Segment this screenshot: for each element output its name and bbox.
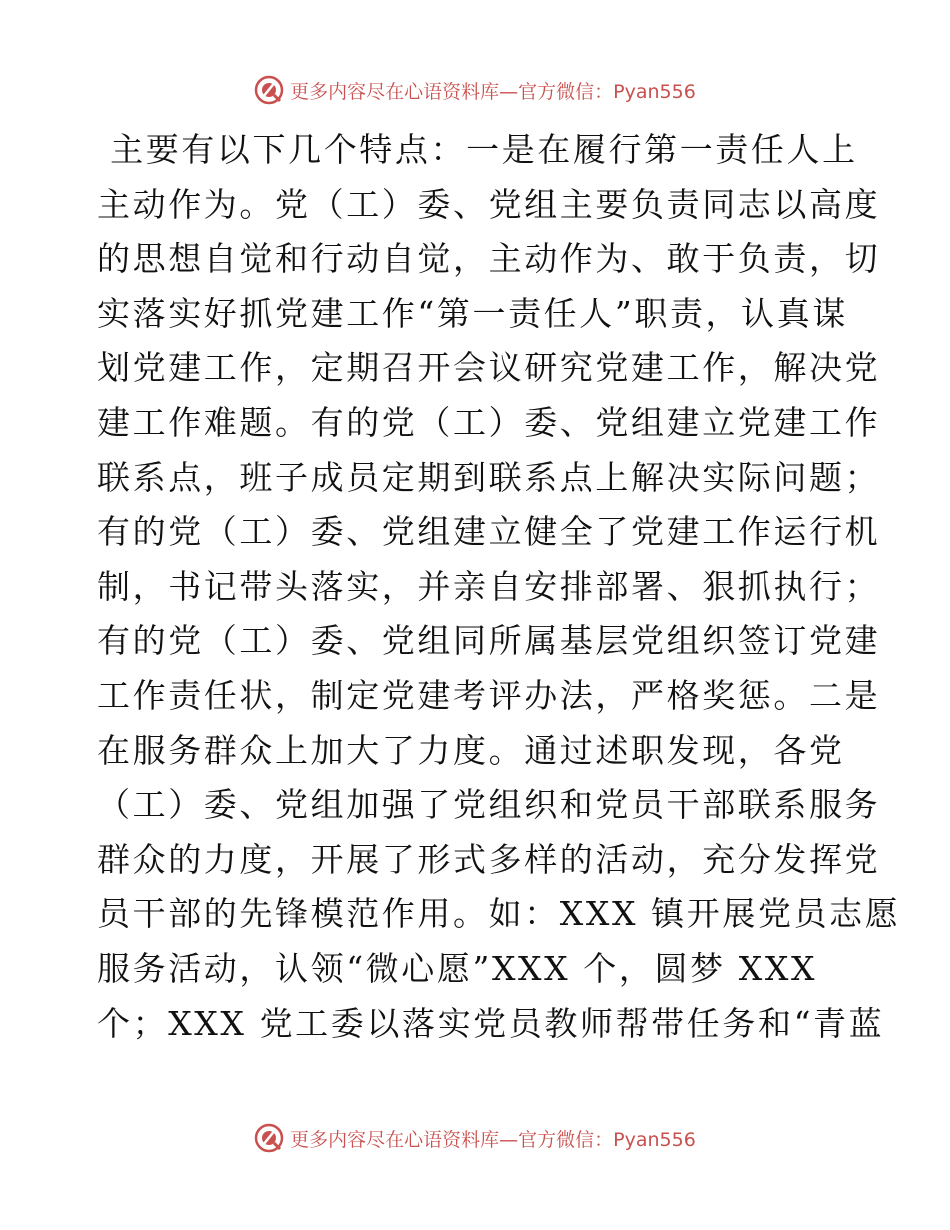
header-banner (0, 70, 950, 110)
body-text-line: 服务活动，认领“微心愿”XXX 个，圆梦 XXX (97, 949, 818, 988)
body-text-line: 划党建工作，定期召开会议研究党建工作，解决党 (97, 348, 881, 388)
body-text-line: 制，书记带头落实，并亲自安排部署、狠抓执行； (97, 566, 881, 606)
banner-text: 更多内容尽在心语资料库—官方微信：Pyan556 (290, 1128, 696, 1151)
body-text-line: 有的党（工）委、党组同所属基层党组织签订党建 (97, 621, 881, 661)
body-text-line: 工作责任状，制定党建考评办法，严格奖惩。二是 (97, 676, 881, 715)
body-text-line: 实落实好抓党建工作“第一责任人”职责，认真谋 (97, 293, 848, 333)
pen-seal-icon (254, 1123, 284, 1153)
footer-banner (0, 1118, 950, 1158)
body-text-line: 员干部的先锋模范作用。如：XXX 镇开展党员志愿 (97, 894, 901, 934)
body-text-line: 主动作为。党（工）委、党组主要负责同志以高度 (97, 184, 881, 224)
body-text-line: 联系点，班子成员定期到联系点上解决实际问题； (97, 457, 881, 497)
body-text-line: 建工作难题。有的党（工）委、党组建立党建工作 (97, 403, 881, 442)
pen-seal-icon (254, 75, 284, 105)
body-text-line: 主要有以下几个特点：一是在履行第一责任人上 (97, 130, 858, 169)
body-text-line: 群众的力度，开展了形式多样的活动，充分发挥党 (97, 839, 881, 879)
banner-text: 更多内容尽在心语资料库—官方微信：Pyan556 (290, 80, 696, 103)
body-text-line: （工）委、党组加强了党组织和党员干部联系服务 (97, 785, 881, 825)
body-text-line: 的思想自觉和行动自觉，主动作为、敢于负责，切 (97, 239, 881, 279)
body-text-line: 个；XXX 党工委以落实党员教师帮带任务和“青蓝 (97, 1003, 885, 1043)
body-text-line: 有的党（工）委、党组建立健全了党建工作运行机 (97, 512, 881, 552)
body-text-line: 在服务群众上加大了力度。通过述职发现，各党 (97, 730, 845, 770)
